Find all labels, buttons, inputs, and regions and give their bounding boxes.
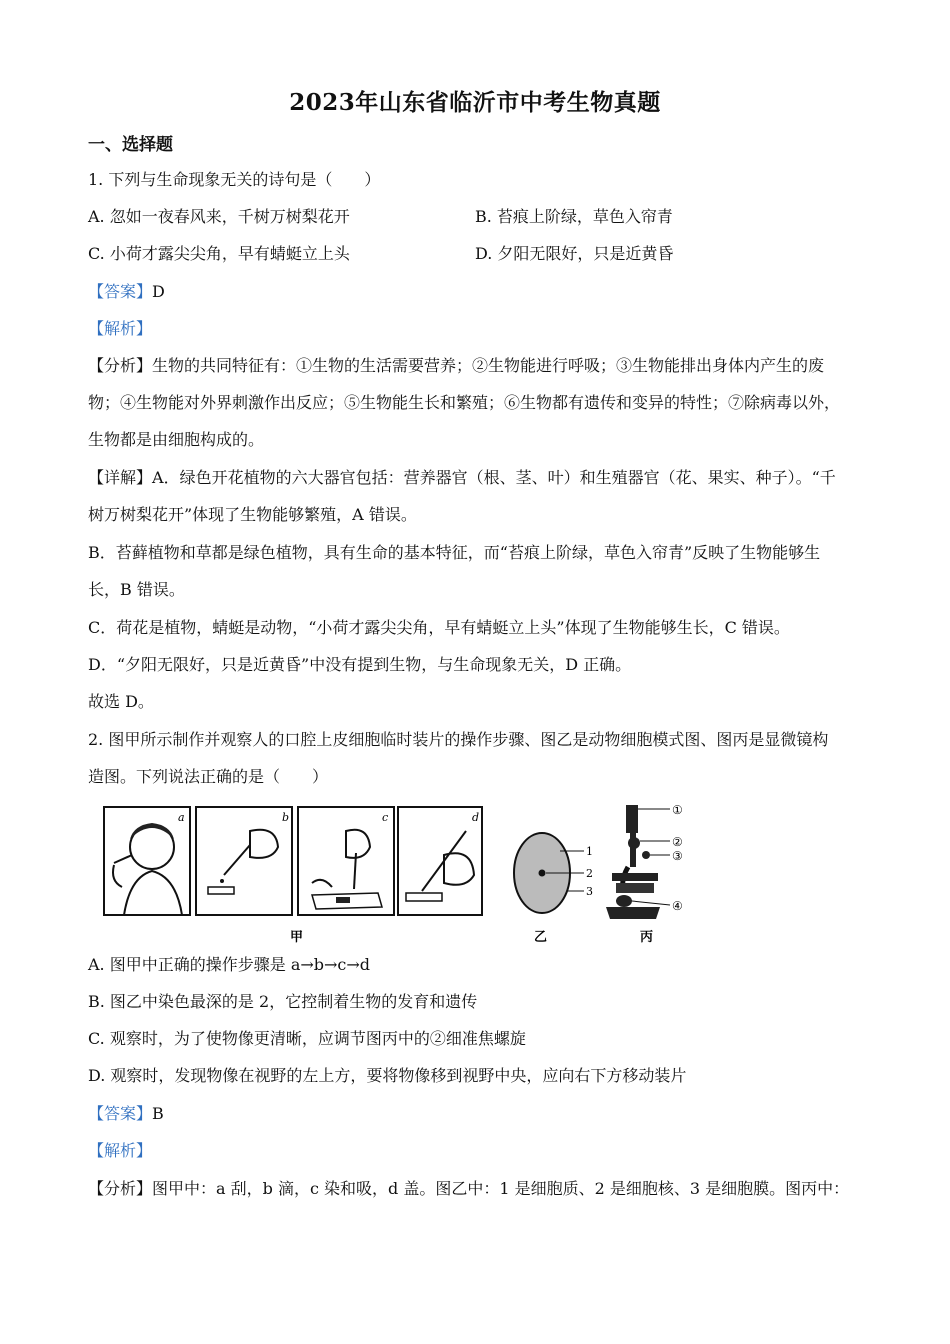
q1-stem: 1. 下列与生命现象无关的诗句是（ ）: [88, 170, 381, 189]
q1-detail-line-5: C．荷花是植物，蜻蜓是动物，“小荷才露尖尖角，早有蜻蜓立上头”体现了生物能够生长，C 错误。: [88, 618, 790, 637]
q2-analysis-tag: [88, 1141, 152, 1161]
q1-analysis-tag: [88, 319, 152, 339]
cell-label-3: 3: [586, 885, 593, 898]
q1-answer-line: [88, 282, 165, 302]
q2-answer-line: [88, 1104, 164, 1124]
q2-stem-line-2: 造图。下列说法正确的是（ ）: [88, 767, 329, 786]
animal-cell-diagram: [514, 833, 593, 945]
microscope-label-2: ②: [672, 835, 683, 849]
analysis-tag: 【解析】: [88, 1141, 153, 1160]
detail-text: A．绿色开花植物的六大器官包括：营养器官（根、茎、叶）和生殖器官（花、果实、种子）。“千: [152, 468, 836, 487]
label-jia: 甲: [290, 930, 304, 945]
fenxi-text: 图甲中：a 刮，b 滴，c 染和吸，d 盖。图乙中：1 是细胞质、2 是细胞核、3 是细胞膜。图丙中：: [152, 1179, 850, 1198]
cell-label-1: 1: [586, 845, 593, 858]
panel-c-label: c: [382, 811, 389, 824]
panel-d-covering: [398, 807, 482, 915]
panel-b-label: b: [282, 811, 290, 824]
q1-option-d: D. 夕阳无限好，只是近黄昏: [475, 244, 674, 263]
q2-option-d: D. 观察时，发现物像在视野的左上方，要将物像移到视野中央，应向右下方移动装片: [88, 1066, 687, 1085]
answer-tag: 【答案】: [88, 282, 153, 301]
q1-option-a: A. 忽如一夜春风来，千树万树梨花开: [88, 207, 350, 226]
q1-detail-line-4: 长，B 错误。: [88, 580, 185, 599]
q1-fenxi-line-3: 生物都是由细胞构成的。: [88, 430, 265, 449]
microscope-label-1: ①: [672, 803, 683, 817]
q1-detail-line-2: 树万树梨花开”体现了生物能够繁殖，A 错误。: [88, 505, 417, 524]
answer-value: D: [152, 282, 165, 301]
label-bing: 丙: [640, 930, 654, 945]
q2-option-c: C. 观察时，为了使物像更清晰，应调节图丙中的②细准焦螺旋: [88, 1029, 526, 1048]
q2-figure: [100, 795, 720, 945]
q1-detail-line-7: 故选 D。: [88, 692, 154, 711]
cell-label-2: 2: [586, 867, 593, 880]
q1-option-b: B. 苔痕上阶绿，草色入帘青: [475, 207, 673, 226]
q2-fenxi-line-1: [88, 1179, 849, 1199]
panel-a-label: a: [178, 811, 185, 824]
q1-fenxi-line-2: 物；④生物能对外界刺激作出反应；⑤生物能生长和繁殖；⑥生物都有遗传和变异的特性；⑦除病毒以外，: [88, 393, 841, 412]
detail-tag: 【详解】: [88, 468, 153, 487]
label-yi: 乙: [534, 930, 548, 945]
panel-a-scraping: [104, 807, 190, 915]
q2-option-b: B. 图乙中染色最深的是 2，它控制着生物的发育和遗传: [88, 992, 478, 1011]
microscope-label-3: ③: [672, 849, 683, 863]
microscope-diagram: [606, 803, 683, 945]
fenxi-tag: 【分析】: [88, 356, 153, 375]
section-heading: 一、选择题: [88, 135, 173, 155]
q1-detail-line-3: B．苔藓植物和草都是绿色植物，具有生命的基本特征，而“苔痕上阶绿，草色入帘青”反映了生物能够生: [88, 543, 821, 562]
fenxi-tag: 【分析】: [88, 1179, 153, 1198]
q1-detail-line-1: [88, 468, 836, 488]
panel-b-dropping: [196, 807, 292, 915]
fenxi-text: 生物的共同特征有：①生物的生活需要营养；②生物能进行呼吸；③生物能排出身体内产生的废: [152, 356, 825, 375]
q2-option-a: A. 图甲中正确的操作步骤是 a→b→c→d: [88, 955, 371, 974]
document-title: 2023年山东省临沂市中考生物真题: [289, 89, 661, 116]
q1-option-c: C. 小荷才露尖尖角，早有蜻蜓立上头: [88, 244, 350, 263]
answer-value: B: [152, 1104, 164, 1123]
panel-c-staining: [298, 807, 394, 915]
microscope-label-4: ④: [672, 899, 683, 913]
q1-fenxi-line-1: [88, 356, 824, 376]
panel-d-label: d: [472, 811, 480, 824]
answer-tag: 【答案】: [88, 1104, 153, 1123]
q2-stem-line-1: 2. 图甲所示制作并观察人的口腔上皮细胞临时装片的操作步骤、图乙是动物细胞模式图、图丙是显微镜构: [88, 730, 829, 749]
analysis-tag: 【解析】: [88, 319, 153, 338]
q1-detail-line-6: D．“夕阳无限好，只是近黄昏”中没有提到生物，与生命现象无关，D 正确。: [88, 655, 632, 674]
